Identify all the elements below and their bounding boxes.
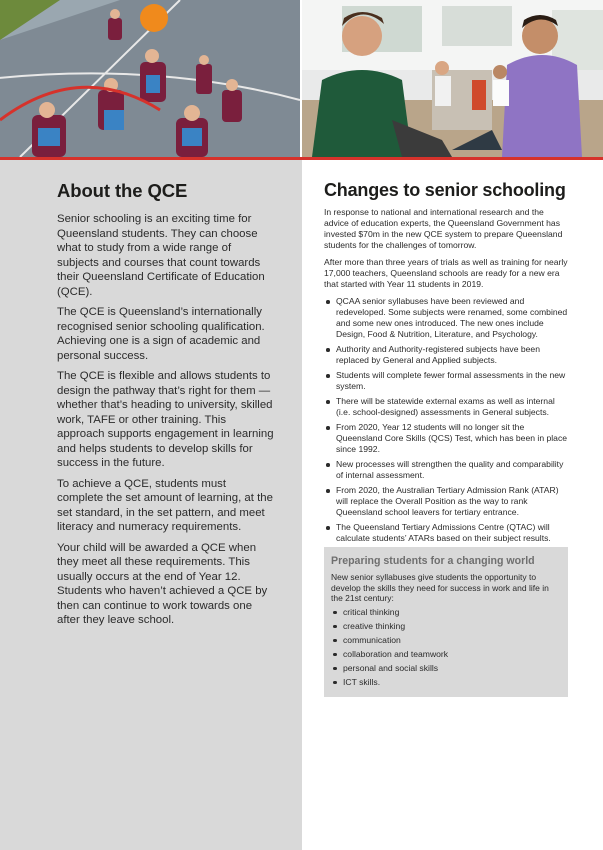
changes-paragraph: In response to national and international research and the advice of education experts, the Queensland Government has invested $70m in the new QCE system to prepare Queensland students for the challenges of tomorrow. [324,207,563,250]
about-qce-panel [0,160,302,850]
about-qce-heading: About the QCE [57,180,188,201]
preparing-intro: New senior syllabuses give students the opportunity to develop the skills they need for success in work and life in the 21st century: [331,572,549,604]
changes-bullet-item: QCAA senior syllabuses have been reviewed and redeveloped. Some subjects were renamed, some combined and some new ones introduced. The new ones include Design, Food & Nutrition, Literature, and Psychology. [324,296,570,340]
about-paragraph: Your child will be awarded a QCE when they meet all these requirements. This usually occurs at the end of Year 12. Students who haven’t achieved a QCE by then can continue to work towards one after they leave school. [57,541,268,626]
basketball-students-photo [0,0,300,157]
changes-bullet-item: The Queensland Tertiary Admissions Centre (QTAC) will calculate students’ ATARs based on their subject results. [324,522,570,544]
changes-bullet-item: From 2020, the Australian Tertiary Admission Rank (ATAR) will replace the Overall Position as the way to rank Queensland school leavers for tertiary entrance. [324,485,570,518]
workshop-class-photo [302,0,603,157]
skill-item: critical thinking [331,607,561,618]
changes-bullet-item: There will be statewide external exams as well as internal (i.e. school-designed) assessments in General subjects. [324,396,570,418]
changes-bullet-item: New processes will strengthen the quality and comparability of internal assessment. [324,459,570,481]
changes-bullet-item: Students will complete fewer formal assessments in the new system. [324,370,570,392]
skills-list [331,607,561,688]
skill-item: creative thinking [331,621,561,632]
preparing-students-callout [324,547,568,697]
about-paragraph: The QCE is Queensland’s internationally recognised senior schooling qualification. Achieving one is a sign of academic and personal success. [57,306,265,362]
skill-item: personal and social skills [331,663,561,674]
about-paragraph: To achieve a QCE, students must complete the set amount of learning, at the set standard, in the set pattern, and meet literacy and numeracy requirements. [57,477,273,533]
skill-item: collaboration and teamwork [331,649,561,660]
about-paragraph: Senior schooling is an exciting time for Queensland students. They can choose what to study from a wide range of subjects and courses that count towards their Queensland Certificate of Education (QCE). [57,213,265,298]
skill-item: ICT skills. [331,677,561,688]
changes-bullet-item: Authority and Authority-registered subjects have been replaced by General and Applied subjects. [324,344,570,366]
preparing-heading: Preparing students for a changing world [331,555,535,567]
changes-section [324,180,570,552]
changes-bullet-item: From 2020, Year 12 students will no longer sit the Queensland Core Skills (QCS) Test, which has been in place since 1992. [324,422,570,455]
changes-bullet-list [324,296,570,544]
about-paragraph: The QCE is flexible and allows students to design the pathway that’s right for them — whether that’s heading to university, skilled work, TAFE or other training. This approach supports engagement in learning and helps students to develop skills for success in the future. [57,370,274,469]
about-qce-content [57,180,275,634]
skill-item: communication [331,635,561,646]
changes-heading: Changes to senior schooling [324,180,566,200]
changes-paragraph: After more than three years of trials as well as training for nearly 17,000 teachers, Queensland schools are ready for a new era that started with Year 11 students in 2019. [324,257,568,289]
header-photo-strip [0,0,603,157]
